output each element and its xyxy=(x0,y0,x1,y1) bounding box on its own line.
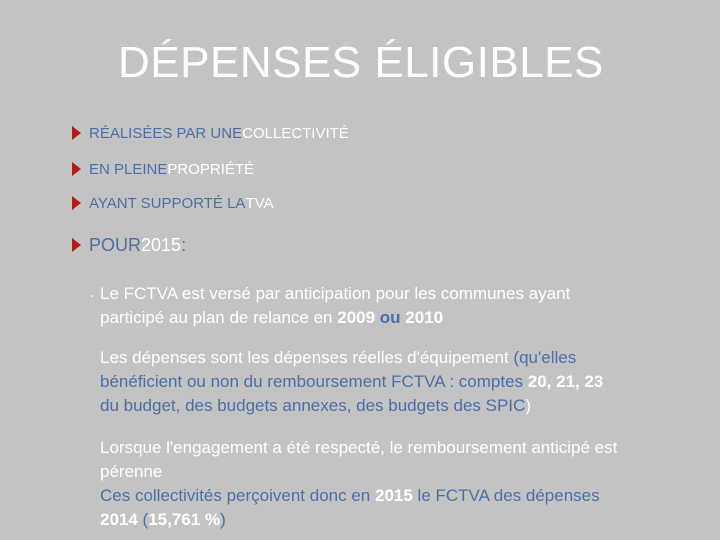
para2-line2 xyxy=(100,370,715,394)
para3-year-2014: 2014 xyxy=(100,510,138,529)
para3-line4 xyxy=(100,508,715,532)
para3-line2: pérenne xyxy=(100,462,163,481)
para1-line2-text: participé au plan de relance en xyxy=(100,308,338,327)
bullet-text-white: COLLECTIVITÉ xyxy=(242,124,349,142)
bullet-text-accent: AYANT SUPPORTÉ LA xyxy=(89,194,246,212)
bullet-tva xyxy=(72,192,274,214)
arrow-bullet-icon xyxy=(72,126,81,140)
bullet-text-accent: RÉALISÉES PAR UNE xyxy=(89,124,243,142)
para2-comptes: comptes xyxy=(458,372,528,391)
pour-label: POUR xyxy=(89,234,142,255)
bullet-propriete xyxy=(72,158,254,180)
para3-line3-text: Ces collectivités perçoivent donc en xyxy=(100,486,375,505)
paragraph-engagement xyxy=(100,436,715,532)
para3-year-2015: 2015 xyxy=(374,486,413,505)
para1-dot: . xyxy=(90,282,95,301)
para1-year-2009: 2009 xyxy=(337,308,376,327)
para1-line1: Le FCTVA est versé par anticipation pour les communes ayant xyxy=(100,284,571,303)
para3-line3-end: le FCTVA des dépenses xyxy=(412,486,600,505)
para2-line2-text: bénéficient ou non du remboursement FCTVA : xyxy=(100,372,459,391)
para2-comptes-nums: 20, 21, 23 xyxy=(527,372,604,391)
paragraph-plan-relance xyxy=(100,282,715,330)
arrow-bullet-icon xyxy=(72,238,81,252)
bullet-text-white: PROPRIÉTÉ xyxy=(167,160,255,178)
arrow-bullet-icon xyxy=(72,162,81,176)
bullet-text-accent: EN PLEINE xyxy=(89,160,168,178)
para2-line3 xyxy=(100,394,715,418)
arrow-bullet-icon xyxy=(72,196,81,210)
pour-year: 2015 xyxy=(141,234,182,255)
para2-line3-text: du budget, des budgets annexes, des budgets des SPIC xyxy=(100,396,526,415)
bullet-realisees xyxy=(72,122,349,144)
para3-line1: Lorsque l'engagement a été respecté, le remboursement anticipé est xyxy=(100,438,618,457)
paragraph-depenses xyxy=(100,346,715,418)
pour-colon: : xyxy=(181,234,187,255)
para2-line3-paren: ) xyxy=(525,396,531,415)
para1-year-2010: 2010 xyxy=(405,308,444,327)
para3-paren-open: ( xyxy=(137,510,149,529)
slide-title: DÉPENSES ÉLIGIBLES xyxy=(118,38,604,87)
para3-line3 xyxy=(100,484,715,508)
para2-line1-text: Les dépenses sont les dépenses réelles d'équipement xyxy=(100,348,514,367)
para1-ou: ou xyxy=(375,308,406,327)
bullet-text-white: TVA xyxy=(245,194,274,212)
para2-line1 xyxy=(100,346,715,370)
para3-rate: 15,761 % xyxy=(148,510,221,529)
para1-line2 xyxy=(100,306,715,330)
para2-line1-paren: (qu'elles xyxy=(513,348,577,367)
para3-paren-close: ) xyxy=(220,510,226,529)
bullet-pour-2015 xyxy=(72,234,186,256)
